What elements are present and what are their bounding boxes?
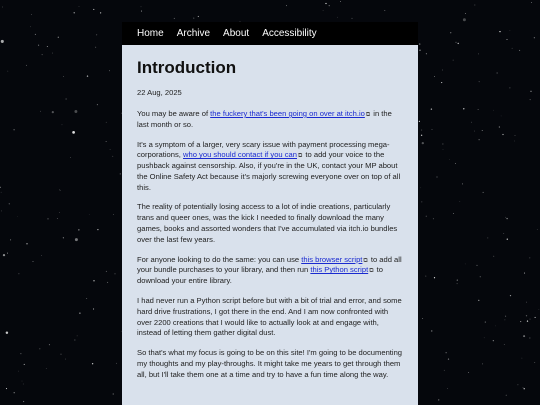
paragraph-4: For anyone looking to do the same: you can use this browser script⧉ to add all your bundle purchases to your library, and then run this Python script⧉ to download your entire library.: [137, 254, 402, 286]
paragraph-1: You may be aware of the fuckery that's been going on over at itch.io⧉ in the last month or so.: [137, 109, 392, 129]
itch-fuckery-link[interactable]: the fuckery that's been going on over at itch.io: [210, 109, 365, 118]
nav-archive-link[interactable]: Archive: [176, 28, 211, 39]
nav-about-link[interactable]: About: [223, 28, 250, 39]
browser-script-link[interactable]: this browser script: [301, 254, 363, 264]
paragraph-3: The reality of potentially losing access to a lot of indie creations, particularly trans and queer ones, was the kick I needed to finally download the many games, books and assorted wonders that I've accumulated via itch.io bundles over the last few years.: [137, 202, 398, 244]
nav-accessibility-link[interactable]: Accessibility: [262, 28, 317, 39]
paragraph-6: So that's what my focus is going to be on this site! I'm going to be documenting my thoughts and my play-throughs. It might take me years to get through them all, but I'll take them one at a time and try to have a fun time along the way.: [137, 348, 403, 379]
paragraph-2: It's a symptom of a larger, very scary issue with payment processing mega-corporations, who you should contact if you can⧉ to add your voice to the pushback against censorship. Also, if you're in the UK, contact your MP about the Online Safety Act because it's majorly screwing everyone over on top of all this.: [137, 139, 401, 192]
page-container: [122, 22, 418, 405]
paragraph-5: I had never run a Python script before but with a bit of trial and error, and some hard drive frustrations, I got there in the end. And I am now confronted with over 2200 creations that I would like to actually look at and engage with, instead of letting them gather digital dust.: [137, 295, 402, 338]
external-link-icon: ⧉: [298, 153, 303, 160]
post-title: Introduction: [137, 58, 237, 77]
post-content: [122, 45, 418, 380]
nav-home-link[interactable]: Home: [137, 28, 164, 39]
external-link-icon: ⧉: [363, 257, 368, 264]
post-date: 22 Aug, 2025: [137, 88, 182, 97]
contact-link[interactable]: who you should contact if you can: [183, 150, 297, 160]
top-nav: [122, 22, 418, 45]
external-link-icon: ⧉: [365, 112, 371, 118]
python-script-link[interactable]: this Python script: [310, 265, 369, 275]
external-link-icon: ⧉: [369, 268, 374, 275]
